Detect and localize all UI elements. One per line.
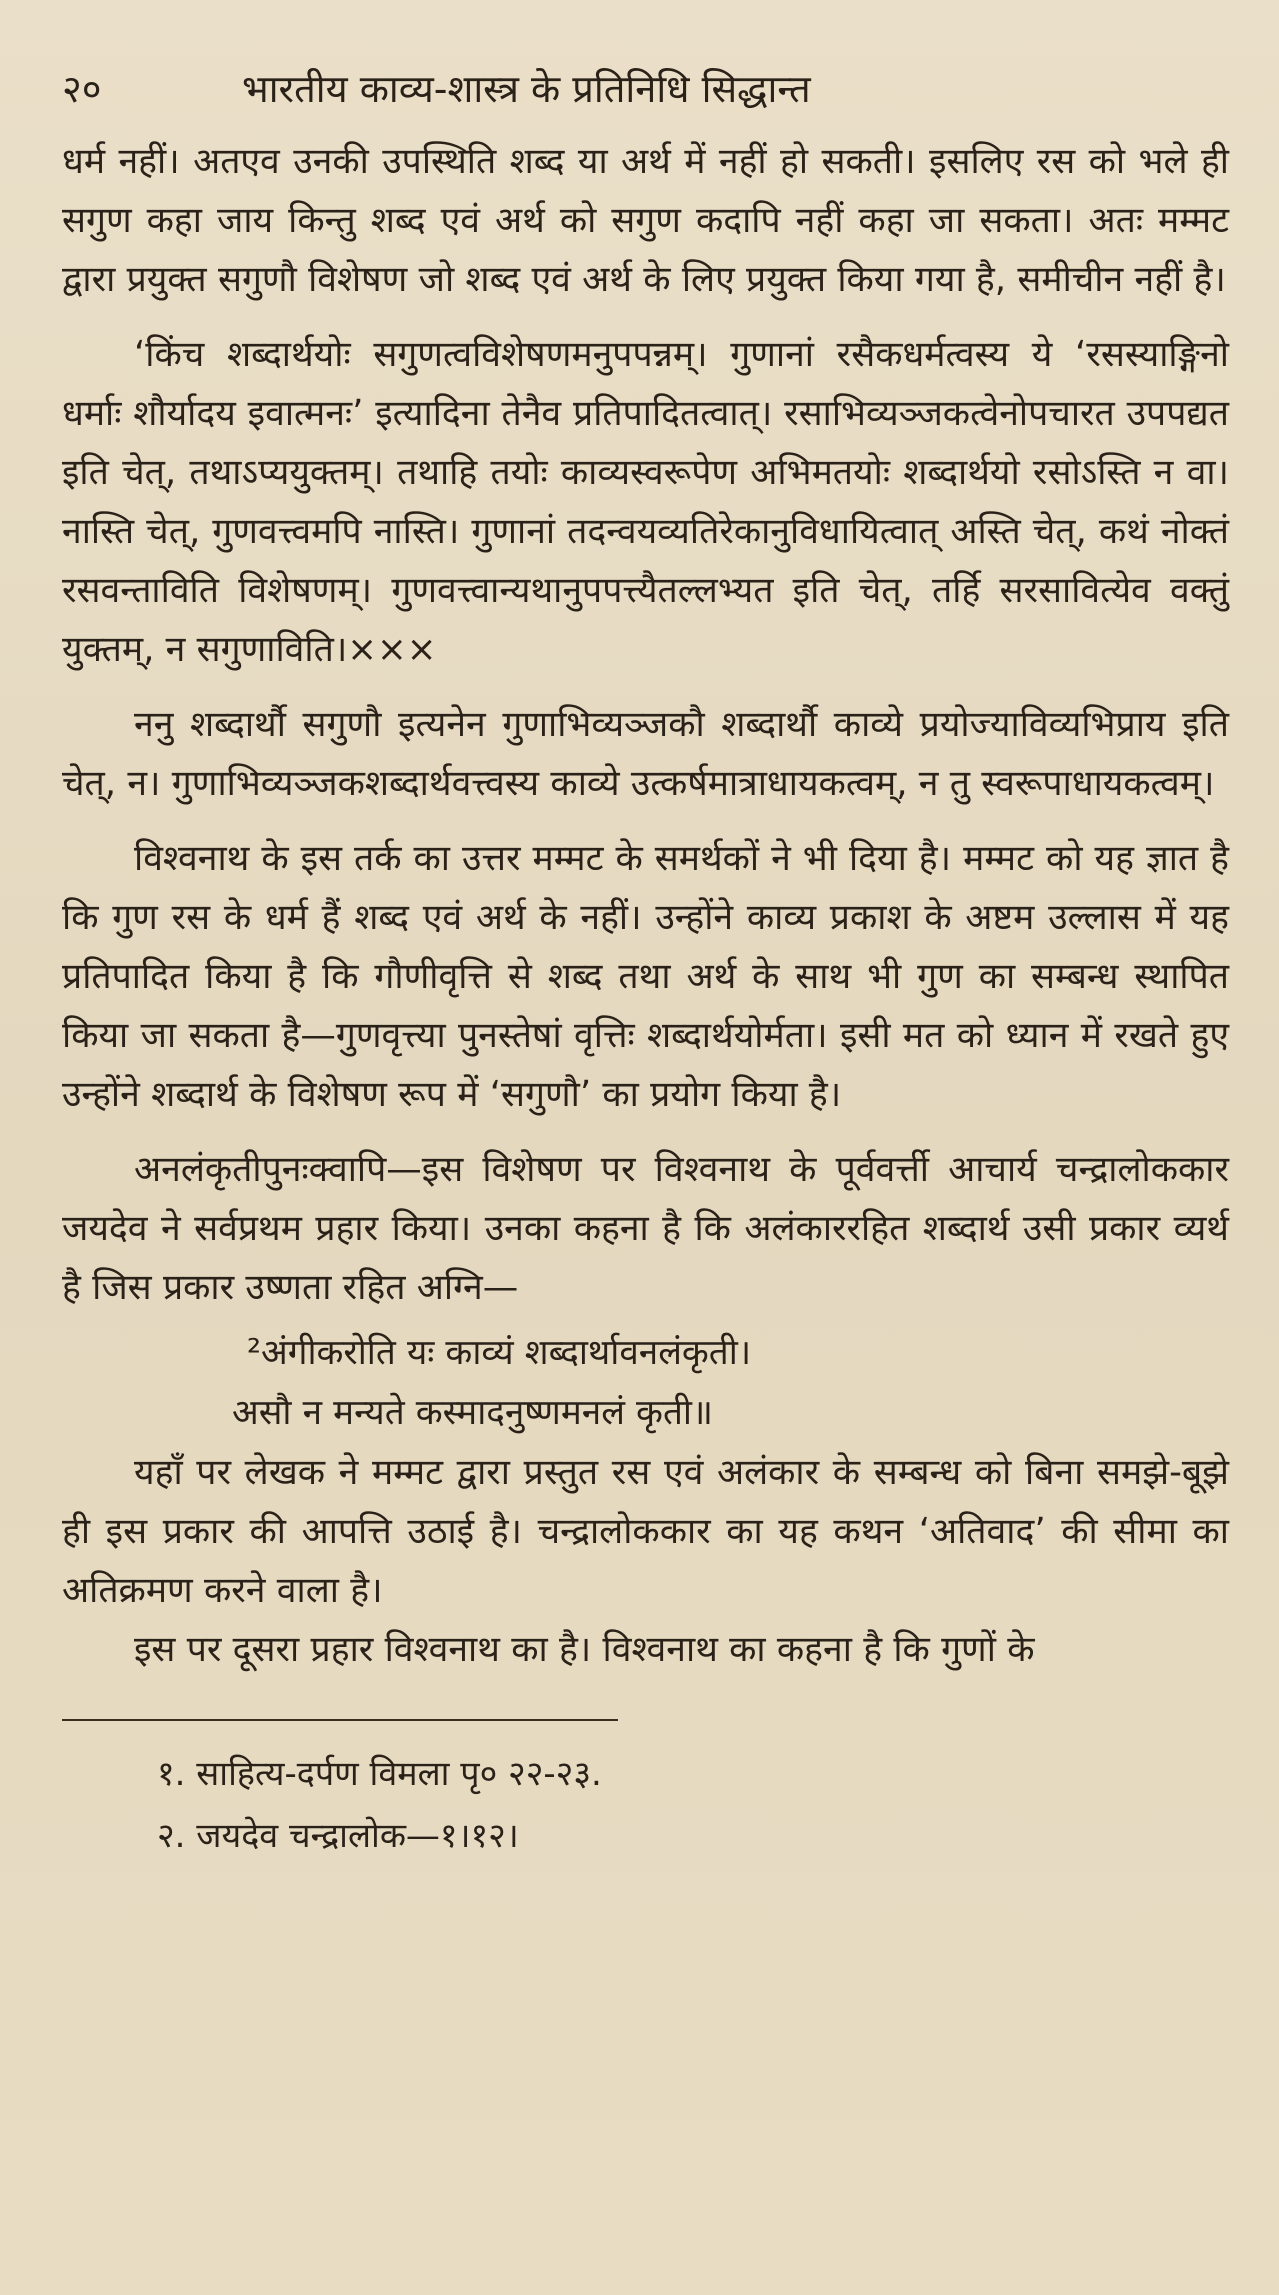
verse-block <box>62 1323 1229 1443</box>
sanskrit-quote-paragraph: ‘किंच शब्दार्थयोः सगुणत्वविशेषणमनुपपन्नम्। गुणानां रसैकधर्मत्वस्य ये ‘रसस्याङ्गिनो धर्माः शौर्यादय इवात्मनः’ इत्यादिना तेनैव प्रतिपादितत्वात्। रसाभिव्यञ्जकत्वेनोपचारत उपपद्यत इति चेत्, तथाऽप्ययुक्तम्। तथाहि तयोः काव्यस्वरूपेण अभिमतयोः शब्दार्थयो रसोऽस्ति न वा। नास्ति चेत्, गुणवत्त्वमपि नास्ति। गुणानां तदन्वयव्यतिरेकानुविधायित्वात् अस्ति चेत्, कथं नोक्तं रसवन्ताविति विशेषणम्। गुणवत्त्वान्यथानुपपत्त्यैतल्लभ्यत इति चेत्, तर्हि सरसावित्येव वक्तुं युक्तम्, न सगुणाविति।××× <box>62 334 1229 670</box>
sanskrit-paragraph-2: ननु शब्दार्थौ सगुणौ इत्यनेन गुणाभिव्यञ्जकौ शब्दार्थौ काव्ये प्रयोज्याविव्यभिप्राय इति चेत्, न। गुणाभिव्यञ्जकशब्दार्थवत्त्वस्य काव्ये उत्कर्षमात्राधायकत्वम्, न तु स्वरूपाधायकत्वम्। <box>62 704 1229 804</box>
paragraph-7: इस पर दूसरा प्रहार विश्वनाथ का है। विश्वनाथ का कहना है कि गुणों के <box>134 1629 1035 1670</box>
verse-line-1: ²अंगीकरोति यः काव्यं शब्दार्थावनलंकृती। <box>247 1333 752 1373</box>
verse-line-2: असौ न मन्यते कस्मादनुष्णमनलं कृती॥ <box>232 1393 713 1433</box>
page-header <box>62 62 1229 132</box>
page-number: २० <box>62 67 102 111</box>
running-title: भारतीय काव्य-शास्त्र के प्रतिनिधि सिद्धान्त <box>242 67 811 111</box>
footnotes <box>62 1743 1229 1867</box>
footnote-1: १. साहित्य-दर्पण विमला पृ० २२-२३. <box>157 1754 602 1794</box>
footnote-2: २. जयदेव चन्द्रालोक—१।१२। <box>157 1816 519 1856</box>
footnote-divider <box>62 1719 618 1721</box>
paragraph-1: धर्म नहीं। अतएव उनकी उपस्थिति शब्द या अर्थ में नहीं हो सकती। इसलिए रस को भले ही सगुण कहा जाय किन्तु शब्द एवं अर्थ को सगुण कदापि नहीं कहा जा सकता। अतः मम्मट द्वारा प्रयुक्त सगुणौ विशेषण जो शब्द एवं अर्थ के लिए प्रयुक्त किया गया है, समीचीन नहीं है। <box>62 141 1229 300</box>
paragraph-5: अनलंकृतीपुनःक्वापि—इस विशेषण पर विश्वनाथ के पूर्ववर्त्ती आचार्य चन्द्रालोककार जयदेव ने सर्वप्रथम प्रहार किया। उनका कहना है कि अलंकाररहित शब्दार्थ उसी प्रकार व्यर्थ है जिस प्रकार उष्णता रहित अग्नि— <box>62 1149 1229 1308</box>
page-body <box>62 132 1229 1679</box>
paragraph-6: यहाँ पर लेखक ने मम्मट द्वारा प्रस्तुत रस एवं अलंकार के सम्बन्ध को बिना समझे-बूझे ही इस प्रकार की आपत्ति उठाई है। चन्द्रालोककार का यह कथन ‘अतिवाद’ की सीमा का अतिक्रमण करने वाला है। <box>62 1452 1229 1611</box>
paragraph-4: विश्वनाथ के इस तर्क का उत्तर मम्मट के समर्थकों ने भी दिया है। मम्मट को यह ज्ञात है कि गुण रस के धर्म हैं शब्द एवं अर्थ के नहीं। उन्होंने काव्य प्रकाश के अष्टम उल्लास में यह प्रतिपादित किया है कि गौणीवृत्ति से शब्द तथा अर्थ के साथ भी गुण का सम्बन्ध स्थापित किया जा सकता है—गुणवृत्त्या पुनस्तेषां वृत्तिः शब्दार्थयोर्मता। इसी मत को ध्यान में रखते हुए उन्होंने शब्दार्थ के विशेषण रूप में ‘सगुणौ’ का प्रयोग किया है। <box>62 838 1229 1115</box>
